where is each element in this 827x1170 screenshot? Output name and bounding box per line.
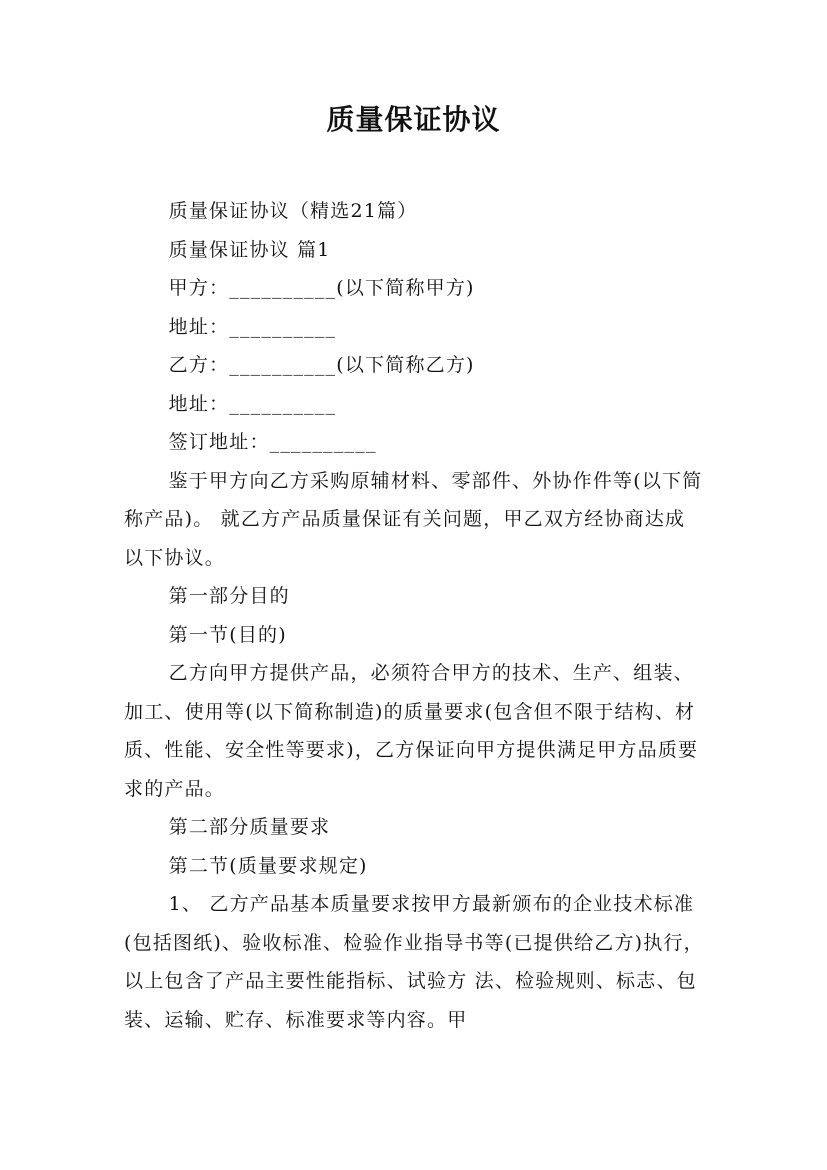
section-two-heading: 第二节(质量要求规定) [168, 854, 368, 877]
paragraph-section-heading: 质量保证协议 篇1 [168, 238, 331, 261]
signing-address-line: 签订地址：__________ [168, 431, 377, 453]
document-body [124, 192, 704, 1039]
party-a-address-line: 地址：__________ [168, 315, 337, 338]
party-a-line: 甲方：__________(以下简称甲方) [168, 277, 475, 299]
paragraph-purpose: 乙方向甲方提供产品，必须符合甲方的技术、生产、组装、加工、使用等(以下简称制造)的质量要求(包含但不限于结构、材质、性能、安全性等要求)，乙方保证向甲方提供满足甲方品质要求的产品。 [124, 662, 699, 800]
paragraph-quality-requirements: 1、 乙方产品基本质量要求按甲方最新颁布的企业技术标准(包括图纸)、验收标准、检验作业指导书等(已提供给乙方)执行，以上包含了产品主要性能指标、试验方 法、检验规则、标志、包装、运输、贮存、标准要求等内容。甲 [124, 893, 704, 1031]
part-two-heading: 第二部分质量要求 [168, 816, 331, 838]
paragraph-preamble: 鉴于甲方向乙方采购原辅材料、零部件、外协作件等(以下简称产品)。 就乙方产品质量保证有关问题，甲乙双方经协商达成以下协议。 [124, 469, 703, 569]
party-b-line: 乙方：__________(以下简称乙方) [168, 354, 475, 376]
paragraph-subtitle: 质量保证协议（精选21篇） [168, 200, 418, 222]
section-one-heading: 第一节(目的) [168, 623, 287, 646]
document-title: 质量保证协议 [326, 103, 501, 136]
part-one-heading: 第一部分目的 [168, 585, 290, 607]
party-b-address-line: 地址：__________ [168, 392, 337, 415]
